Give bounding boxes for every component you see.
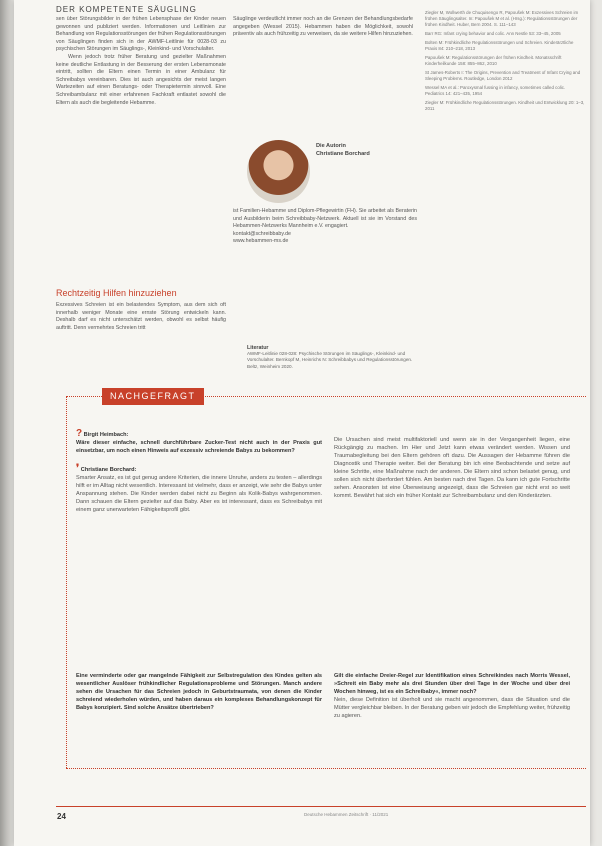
question-text: Wäre dieser einfache, schnell durchführbare Zucker-Test nicht auch in der Praxis gut einsetzbar, um noch einen Hinweis auf exzessiv schreiende Babys zu bekommen?: [76, 440, 322, 454]
answer-3-text: Nein, diese Definition ist überholt und sie macht angenommen, dass die Situation und die Mütter vergleichbar bleiben. In der Beratung geben wir jedoch die Empfehlung weiter, frühzeitig zu agieren.: [334, 697, 570, 719]
reference-item: Papoušek M: Regulationsstörungen der frühen Kindheit. Monatsschrift Kinderheilkunde 158: 855–862, 2010: [425, 55, 562, 66]
answer-mark-icon: ❜: [76, 463, 80, 474]
reference-list: [425, 10, 585, 115]
page-number: 24: [57, 812, 66, 821]
middle-paragraph-1: Säuglinge verdeutlicht immer noch an die Grenzen der Behandlungsbedarfe angegeben (Wessel 2015). Hebammen haben die Möglichkeit, sowohl präventiv als auch frühzeitig zu verweisen, da sie weitere Hilfen hinzuziehen.: [233, 16, 413, 38]
reference-item: St James-Roberts I: The Origins, Prevention and Treatment of Infant Crying and Sleeping Problems. Routledge, London 2012: [425, 70, 581, 81]
literature-label: Literatur: [247, 345, 269, 351]
answer-text: Smarter Ansatz, es ist gut genug andere Kriterien, die innere Unruhe, anders zu testen – allerdings hilft er im Alltag nicht wesentlich. Interessant ist vielmehr, dass er anzeigt, wie sehr die Babys unter Anspannung stehen. Die Kinder werden dabei nicht zu Beginn als Kolik-Babys wahrgenommen. Dann schauen die Eltern gezielter auf das Baby. Aber es ist interessant, dass es Schreibabys mit einem ganz unerwarteten Fähigkeitsprofil gibt.: [76, 475, 322, 513]
question-3-text: Gilt die einfache Dreier-Regel zur Identifikation eines Schreikindes nach Morris Wessel, »Schreit ein Baby mehr als drei Stunden über drei Tage in der Woche und über drei Wochen hinweg, ist es ein Schreibaby«, immer noch?: [334, 673, 570, 695]
author-text: ist Familien-Hebamme und Diplom-Pflegewirtin (FH). Sie arbeitet als Beraterin und Ausbilderin beim Schreibbaby-Netzwerk. Aktuell ist sie im Vorstand des Hebammen-Netzwerks Mannheim e.V. engagiert.: [233, 208, 417, 230]
author-photo: [247, 140, 310, 203]
literature-box: [247, 345, 419, 370]
interview-right: [334, 436, 570, 500]
question-2-text: Eine verminderte oder gar mangelnde Fähigkeit zur Selbstregulation des Kindes gelten als wesentlicher Auslöser frühkindlicher Regulationsprobleme und Störungen. Manch andere sehen die Ursachen für das Schreien jedoch in Geburtstraumata, von denen die Kinder schreiend wiederholen würden, und haben daraus ein komplexes Behandlungskonzept für Babys konzipiert. Sind solche Ansätze übertrieben?: [76, 673, 322, 711]
author-name: Christiane Borchard: [316, 151, 370, 157]
reference-item: Ziegler M, Wollwerth de Chuquisengo R, Papoušek M: Exzessives Schreien im frühen Säuglingsalter. In: Papoušek M et al. (Hrsg.): Regulationsstörungen der frühen Kindheit. Huber, Bern 2004. S. 111–143: [425, 10, 579, 27]
author-label: Die Autorin: [316, 143, 346, 149]
question-mark-icon: ?: [76, 428, 83, 439]
left-paragraph-3: Exzessives Schreien ist ein belastendes Symptom, aus dem sich oft innerhalb weniger Monate eine ernste Störung entwickeln kann. Deshalb darf es nicht unterschätzt werden, obwohl es selbst häufig auftritt. Denn vermehrtes Schreien tritt: [56, 302, 226, 331]
author-web[interactable]: www.hebammen-ms.de: [233, 238, 289, 245]
magazine-page: [14, 0, 590, 846]
author-contact[interactable]: kontakt@schreibbaby.de: [233, 230, 291, 237]
literature-text: AWMF-Leitlinie 028-028: Psychische Störungen im Säuglings-, Kleinkind- und Vorschulalter. Bernkopf M, Heinrichs N: Schreibbabys und Regulationsstörungen. Beltz, Weinheim 2020.: [247, 351, 413, 369]
running-head: DER KOMPETENTE SÄUGLING: [56, 5, 197, 14]
footer-rule: [56, 806, 586, 807]
reference-item: Barr RG: Infant crying behavior and colic. Ann Nestle 53: 33–45, 2005: [425, 31, 561, 36]
author-box: [316, 142, 416, 158]
left-column-lower: [56, 302, 226, 332]
gutter-shadow: [0, 0, 14, 846]
footer-text: Deutsche Hebammen Zeitschrift · 11/2021: [304, 812, 389, 817]
nachgefragt-border-bottom: [66, 768, 586, 769]
reference-item: Wessel MA et al.: Paroxysmal fussing in infancy, sometimes called colic. Pediatrics 14: 421–435, 1954: [425, 85, 566, 96]
reference-item: Ziegler M: Frühkindliche Regulationsstörungen. Kindheit und Entwicklung 20: 1–3, 2011: [425, 100, 585, 111]
left-paragraph-2: Wenn jedoch trotz früher Beratung und gezielter Maßnahmen keine deutliche Entlastung in der Besserung der ersten Lebensmonate eintritt, sollten die Eltern einen Termin in einer Ambulanz für Schreibabys vereinbaren. Dies ist auch angesichts der meist langen Wartezeiten auf einen Beratungs- oder Therapietermin sinnvoll. Eine Schreibambulanz mit einer erfahrenen Fachkraft entlastet sowohl die Eltern als auch die begleitende Hebamme.: [56, 53, 226, 106]
nachgefragt-tab: NACHGEFRAGT: [102, 388, 204, 405]
interview-question-2: [76, 672, 322, 712]
nachgefragt-border-left: [66, 396, 67, 768]
section-subheading: Rechtzeitig Hilfen hinzuziehen: [56, 288, 177, 298]
answer-speaker: Christiane Borchard:: [80, 467, 137, 473]
middle-column: [233, 16, 413, 39]
left-paragraph-1: sen über Störungsbilder in der frühen Lebensphase der Kinder neuen gewonnen und publiziert werden. Informationen und Leitlinien zur Behandlung von Regulationsstörungen der frühen Regulationsstörungen von Säuglingen finden sich in der AWMF-Leitlinie für 0028-03 zu psychischen Störungen im Säuglings-, Kleinkind- und Vorschulalter.: [56, 16, 226, 53]
question-speaker: Birgit Heimbach:: [83, 432, 129, 438]
interview-question-3: [334, 672, 570, 720]
left-column: [56, 16, 226, 107]
reference-item: Bolten M: Frühkindliche Regulationsstörungen und Schreien. Kinderärztliche Praxis 84: 210–218, 2013: [425, 40, 574, 51]
author-bio: [233, 208, 417, 246]
answer-continued: Die Ursachen sind meist multifaktoriell und wenn sie in der Vergangenheit liegen, eine Rückgängig zu machen. Im Hier und Jetzt kann etwas verändert werden. Wissen und Traumabegleitung bei den Eltern gehören oft dazu. Die Aussagen der Hebamme führen die Diagnostik und Therapie weiter. Bei der Beratung bin ich eine Beobachtende und setze auf kleine Schritte, eine Maßnahme nach der anderen. Die Eltern sind schon belastet genug, und sollen sich nicht überfordert fühlen. Am besten nach drei Tagen. Da kann ich gute Fortschritte sehen. Ansonsten ist eine Überweisung angezeigt, dass die Schreien gar nicht erst so weit kommt. Bewährt hat sich ein früher Kontakt zur Schreibambulanz und den Kinderärzten.: [334, 437, 570, 499]
interview-left: [76, 430, 322, 514]
